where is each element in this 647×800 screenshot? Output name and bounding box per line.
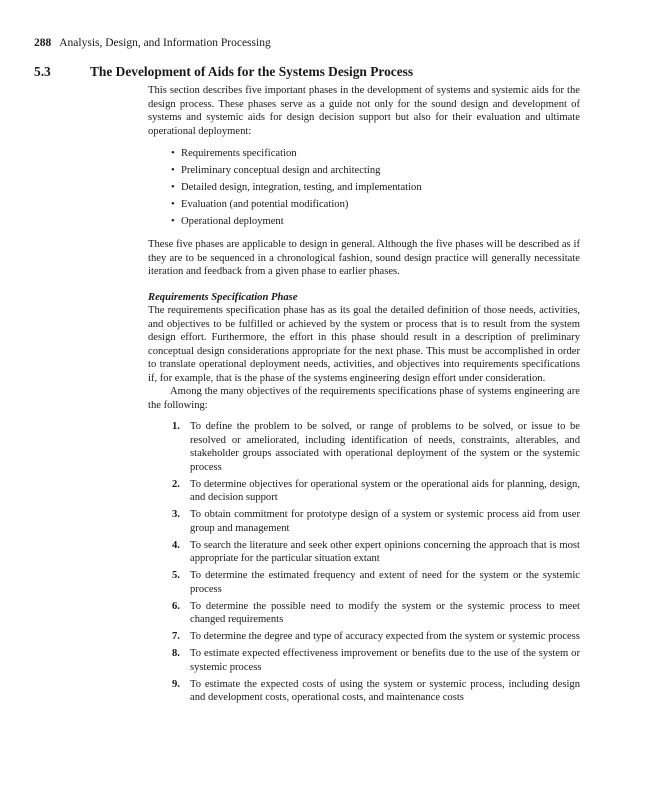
- phases-note-paragraph: These five phases are applicable to design in general. Although the five phases will be described as if they are to be sequenced in a chronological fashion, sound design practice will generally necessitate iteration and feedback from a given phase to earlier phases.: [148, 239, 580, 277]
- objective-number: 8.: [172, 648, 180, 659]
- objective-text: To determine the degree and type of accuracy expected from the system or systemic process: [190, 631, 580, 642]
- objective-number: 6.: [172, 600, 180, 612]
- objective-number: 9.: [172, 678, 180, 690]
- phase-item: [171, 179, 580, 196]
- body-text: [148, 84, 580, 708]
- section-number: 5.3: [34, 64, 51, 79]
- objective-item: [166, 630, 580, 644]
- phase-item: [171, 196, 580, 213]
- phase-label: Requirements specification: [181, 148, 297, 159]
- phase-item: [171, 145, 580, 162]
- objective-text: To search the literature and seek other expert opinions concerning the approach that is most appropriate for the particular situation extant: [190, 539, 580, 564]
- objective-number: 4.: [172, 539, 180, 551]
- bullet-glyph: •: [171, 148, 175, 159]
- objective-text: To obtain commitment for prototype design of a system or systemic process aid from user group and management: [190, 509, 580, 534]
- running-head-title: Analysis, Design, and Information Processing: [59, 37, 271, 49]
- objective-item: [166, 420, 580, 474]
- page-number: 288: [34, 37, 52, 49]
- subsection-heading: Requirements Specification Phase: [148, 291, 298, 303]
- objective-text: To determine the estimated frequency and extent of need for the system or the systemic process: [190, 570, 580, 595]
- phase-label: Detailed design, integration, testing, and implementation: [181, 182, 422, 193]
- objective-number: 7.: [172, 631, 180, 642]
- objective-text: To define the problem to be solved, or range of problems to be solved, or issue to be resolved or ameliorated, including identification of needs, constraints, alterables, and stakeholder groups associated with operational deployment of the system or the systemic process: [190, 421, 580, 473]
- section-title: The Development of Aids for the Systems Design Process: [90, 64, 414, 79]
- objective-item: [166, 508, 580, 535]
- section-heading: [34, 64, 413, 80]
- objective-number: 1.: [172, 421, 180, 432]
- bullet-glyph: •: [171, 165, 175, 176]
- objective-item: [166, 569, 580, 596]
- bullet-glyph: •: [171, 199, 175, 210]
- objective-text: To determine the possible need to modify the system or the systemic process to meet changed requirements: [190, 600, 580, 625]
- objective-item: [166, 678, 580, 705]
- objective-number: 3.: [172, 509, 180, 520]
- objective-number: 2.: [172, 478, 180, 490]
- bullet-glyph: •: [171, 182, 175, 193]
- objective-item: [166, 539, 580, 566]
- running-head: [34, 36, 271, 50]
- phase-item: [171, 213, 580, 230]
- phase-label: Operational deployment: [181, 216, 284, 227]
- phase-item: [171, 162, 580, 179]
- objectives-lead-paragraph: Among the many objectives of the requirements specifications phase of systems engineering are the following:: [148, 386, 580, 411]
- requirements-paragraph: The requirements specification phase has as its goal the detailed definition of those needs, activities, and objectives to be fulfilled or achieved by the system or process that is to result from the system design effort. Furthermore, the effort in this phase should result in a description of preliminary conceptual design considerations appropriate for the next phase. This must be accomplished in order to translate operational deployment needs, activities, and objectives into requirements specifications if, for example, that is the phase of the systems engineering design effort under consideration.: [148, 305, 580, 384]
- objective-text: To estimate expected effectiveness improvement or benefits due to the use of the system or systemic process: [190, 648, 580, 673]
- objective-item: [166, 600, 580, 627]
- objective-text: To estimate the expected costs of using the system or systemic process, including design and development costs, operational costs, and maintenance costs: [190, 678, 580, 703]
- phase-label: Evaluation (and potential modification): [181, 199, 349, 210]
- intro-paragraph: This section describes five important phases in the development of systems and systemic aids for the design process. These phases serve as a guide not only for the sound design and development of systems and systemic aids for design decision support but also for their evaluation and ultimate operational deployment:: [148, 85, 580, 137]
- objective-number: 5.: [172, 570, 180, 581]
- phase-list: [171, 145, 580, 230]
- objective-item: [166, 478, 580, 505]
- objective-text: To determine objectives for operational system or the operational aids for planning, design, and decision support: [190, 478, 580, 503]
- objective-item: [166, 647, 580, 674]
- phase-label: Preliminary conceptual design and architecting: [181, 165, 381, 176]
- bullet-glyph: •: [171, 216, 175, 227]
- objectives-list: [166, 420, 580, 705]
